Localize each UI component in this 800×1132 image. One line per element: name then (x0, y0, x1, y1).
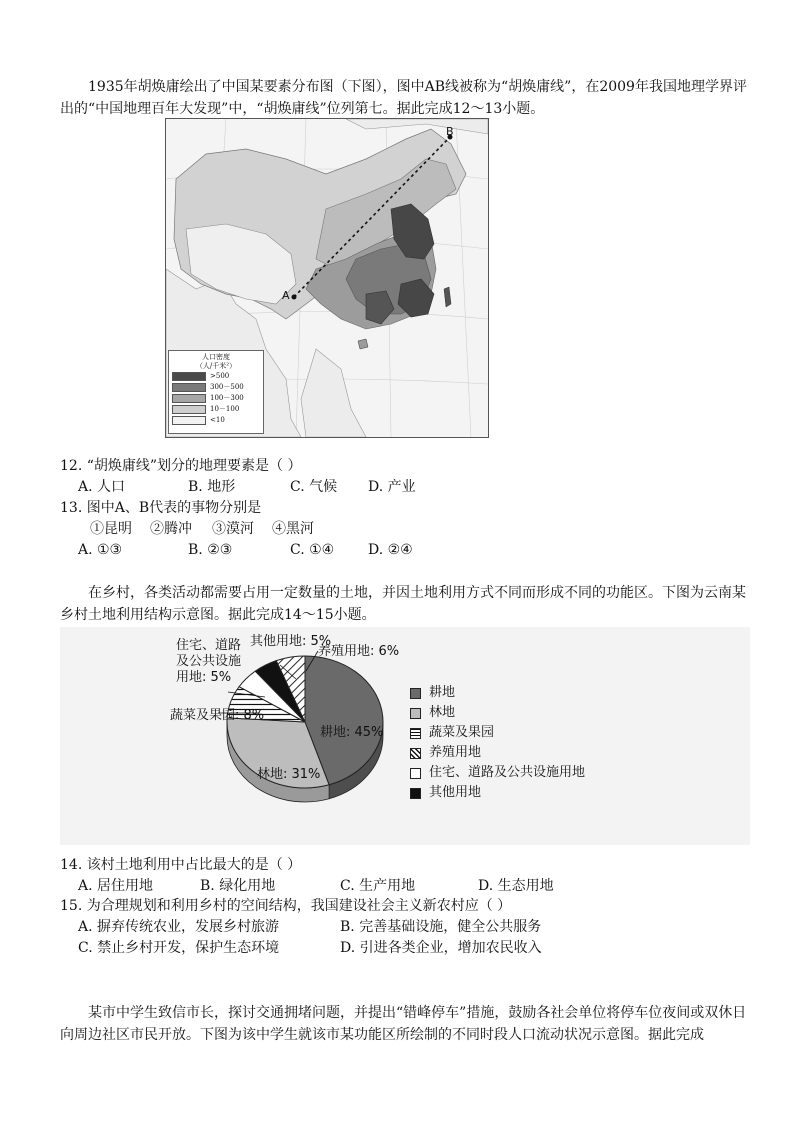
question-14-stem: 14. 该村土地利用中占比最大的是（ ） (60, 857, 302, 873)
pie-legend-swatch (410, 768, 421, 779)
q12-option-c[interactable]: C. 气候 (290, 479, 338, 495)
pie-legend (410, 683, 585, 803)
map-label-b: B (446, 125, 454, 138)
legend-title: 人口密度 (202, 353, 230, 361)
map-legend (168, 350, 264, 434)
q15-option-a[interactable]: A. 摒弃传统农业，发展乡村旅游 (78, 919, 280, 935)
q13-option-a[interactable]: A. ①③ (78, 542, 123, 558)
q12-option-a[interactable]: A. 人口 (78, 479, 126, 495)
question-12-stem: 12. “胡焕庸线”划分的地理要素是（ ） (60, 458, 302, 474)
label-residential (176, 638, 246, 686)
pie-legend-row (410, 723, 585, 743)
legend-row (172, 382, 263, 393)
question-13-stem: 13. 图中A、B代表的事物分别是 (60, 500, 262, 516)
legend-unit: （人/千米²） (195, 362, 237, 370)
pie-legend-swatch (410, 688, 421, 699)
pie-chart (60, 627, 750, 845)
q14-option-d[interactable]: D. 生态用地 (478, 878, 554, 894)
passage-hu-line: 1935年胡焕庸绘出了中国某要素分布图（下图），图中AB线被称为“胡焕庸线”，在2009年我国地理学界评出的“中国地理百年大发现”中，“胡焕庸线”位列第七。据此完成12～13小题。 (60, 79, 747, 117)
q14-option-b[interactable]: B. 绿化用地 (200, 878, 276, 894)
label-vegetable: 蔬菜及果园: 8% (170, 708, 265, 723)
passage-traffic: 某市中学生致信市长，探讨交通拥堵问题，并提出“错峰停车”措施，鼓励各社会单位将停车位夜间或双休日向周边社区市民开放。下图为该中学生就该市某功能区所绘制的不同时段人口流动状况示意图。据此完成 (60, 1005, 747, 1043)
legend-label: 100－300 (210, 394, 244, 402)
q13-option-c[interactable]: C. ①④ (290, 542, 335, 558)
legend-row (172, 404, 263, 415)
legend-row (172, 371, 263, 382)
pie-legend-swatch (410, 788, 421, 799)
legend-row (172, 393, 263, 404)
q13-option-b[interactable]: B. ②③ (188, 542, 233, 558)
q13-item-4: ④黑河 (272, 521, 314, 537)
pie-legend-label: 住宅、道路及公共设施用地 (429, 765, 586, 780)
legend-swatch (172, 394, 206, 403)
legend-swatch (172, 416, 206, 425)
pie-legend-label: 养殖用地 (429, 745, 482, 760)
map-label-a: A (282, 289, 290, 302)
question-15-stem: 15. 为合理规划和利用乡村的空间结构，我国建设社会主义新农村应（ ） (60, 898, 512, 914)
legend-row (172, 415, 263, 426)
legend-swatch (172, 372, 206, 381)
q13-item-1: ①昆明 (90, 521, 132, 537)
pie-legend-row (410, 763, 585, 783)
legend-label: <10 (210, 416, 225, 424)
q15-option-c[interactable]: C. 禁止乡村开发，保护生态环境 (78, 940, 280, 956)
pie-legend-row (410, 683, 585, 703)
legend-label: 10－100 (210, 405, 240, 413)
q13-option-d[interactable]: D. ②④ (368, 542, 413, 558)
pie-legend-row (410, 703, 585, 723)
pie-legend-label: 林地 (429, 705, 456, 720)
legend-label: 300－500 (210, 383, 244, 391)
label-forest: 林地: 31% (257, 767, 321, 782)
pie-legend-label: 耕地 (429, 685, 456, 700)
pie-legend-row (410, 783, 585, 803)
legend-label: >500 (210, 372, 230, 380)
label-other: 其他用地: 5% (250, 634, 332, 649)
q13-item-3: ③漠河 (212, 521, 254, 537)
legend-swatch (172, 405, 206, 414)
q14-option-c[interactable]: C. 生产用地 (340, 878, 416, 894)
q15-option-b[interactable]: B. 完善基础设施，健全公共服务 (340, 919, 542, 935)
q12-option-b[interactable]: B. 地形 (188, 479, 236, 495)
pie-legend-row (410, 743, 585, 763)
label-cropland: 耕地: 45% (320, 725, 384, 740)
pie-legend-label: 其他用地 (429, 785, 482, 800)
q14-option-a[interactable]: A. 居住用地 (78, 878, 154, 894)
pie-legend-label: 蔬菜及果园 (429, 725, 495, 740)
pie-legend-swatch (410, 728, 421, 739)
q12-option-d[interactable]: D. 产业 (368, 479, 416, 495)
legend-swatch (172, 383, 206, 392)
q13-item-2: ②腾冲 (150, 521, 192, 537)
q15-option-d[interactable]: D. 引进各类企业，增加农民收入 (340, 940, 542, 956)
point-a (292, 295, 297, 300)
passage-land-use: 在乡村，各类活动都需要占用一定数量的土地，并因土地利用方式不同而形成不同的功能区。下图为云南某乡村土地利用结构示意图。据此完成14～15小题。 (60, 585, 746, 623)
land-use-pie-figure (60, 627, 750, 845)
label-residential-line: 住宅、道路及公共设施用地: 5% (176, 638, 242, 685)
label-livestock: 养殖用地: 6% (318, 644, 400, 659)
pie-legend-swatch (410, 748, 421, 759)
pie-legend-swatch (410, 708, 421, 719)
